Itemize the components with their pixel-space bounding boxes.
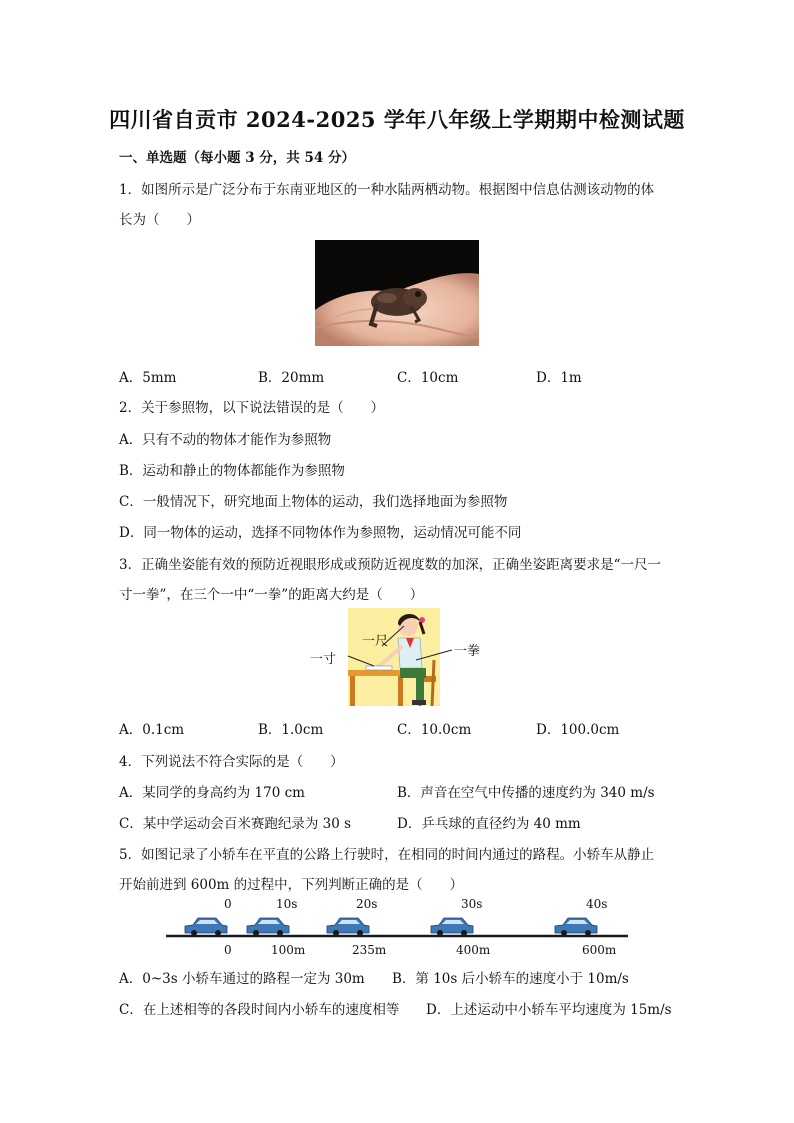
q1-option-d: D．1m <box>536 370 582 386</box>
q1-stem-line2: 长为（ ） <box>119 212 200 228</box>
distance-label-600m: 600m <box>582 943 617 957</box>
car-icon <box>327 918 369 936</box>
time-label-40s: 40s <box>586 897 608 911</box>
frog-photo <box>315 240 479 346</box>
q2-stem: 2．关于参照物，以下说法错误的是（ ） <box>119 400 385 416</box>
q5-option-a: A．0~3s 小轿车通过的路程一定为 30m <box>119 971 365 987</box>
car-motion-figure <box>160 893 640 963</box>
q4-option-d: D．乒乓球的直径约为 40 mm <box>397 816 581 832</box>
posture-figure <box>308 606 494 708</box>
distance-label-0: 0 <box>224 943 232 957</box>
q5-option-c: C．在上述相等的各段时间内小轿车的速度相等 <box>119 1002 400 1018</box>
distance-label-400m: 400m <box>456 943 491 957</box>
q5-option-d: D．上述运动中小轿车平均速度为 15m/s <box>426 1002 672 1018</box>
q3-option-c: C．10.0cm <box>397 722 472 738</box>
q5-option-b: B．第 10s 后小轿车的速度小于 10m/s <box>392 971 629 987</box>
time-label-20s: 20s <box>356 897 378 911</box>
q3-option-d: D．100.0cm <box>536 722 620 738</box>
q4-option-a: A．某同学的身高约为 170 cm <box>119 785 305 801</box>
car-icon <box>185 918 227 936</box>
section-heading: 一、单选题（每小题 3 分，共 54 分） <box>119 150 355 166</box>
q2-option-d: D．同一物体的运动，选择不同物体作为参照物，运动情况可能不同 <box>119 525 522 541</box>
q4-option-c: C．某中学运动会百米赛跑纪录为 30 s <box>119 816 352 832</box>
q1-option-b: B．20mm <box>258 370 325 386</box>
car-icon <box>247 918 289 936</box>
car-icon <box>431 918 473 936</box>
distance-label-100m: 100m <box>271 943 306 957</box>
q2-option-c: C．一般情况下，研究地面上物体的运动，我们选择地面为参照物 <box>119 494 508 510</box>
q5-stem-line2: 开始前进到 600m 的过程中，下列判断正确的是（ ） <box>119 877 464 893</box>
q3-stem-line1: 3．正确坐姿能有效的预防近视眼形成或预防近视度数的加深，正确坐姿距离要求是“一尺一 <box>119 557 661 573</box>
q2-option-a: A．只有不动的物体才能作为参照物 <box>119 432 332 448</box>
q2-option-b: B．运动和静止的物体都能作为参照物 <box>119 463 345 479</box>
q3-stem-line2: 寸一拳”，在三个一中“一拳”的距离大约是（ ） <box>119 587 424 603</box>
page-title: 四川省自贡市 2024-2025 学年八年级上学期期中检测试题 <box>109 107 685 132</box>
time-label-10s: 10s <box>276 897 298 911</box>
label-yi-cun: 一寸 <box>310 652 337 667</box>
q1-option-a: A．5mm <box>119 370 177 386</box>
time-label-0: 0 <box>224 897 232 911</box>
q1-option-c: C．10cm <box>397 370 459 386</box>
label-yi-chi: 一尺 <box>362 634 389 649</box>
distance-label-235m: 235m <box>352 943 387 957</box>
car-icon <box>555 918 597 936</box>
q3-option-a: A．0.1cm <box>119 722 185 738</box>
q4-stem: 4．下列说法不符合实际的是（ ） <box>119 754 344 770</box>
q3-option-b: B．1.0cm <box>258 722 324 738</box>
q4-option-b: B．声音在空气中传播的速度约为 340 m/s <box>397 785 655 801</box>
q5-stem-line1: 5．如图记录了小轿车在平直的公路上行驶时，在相同的时间内通过的路程。小轿车从静止 <box>119 847 655 863</box>
q1-stem-line1: 1．如图所示是广泛分布于东南亚地区的一种水陆两栖动物。根据图中信息估测该动物的体 <box>119 182 655 198</box>
label-yi-quan: 一拳 <box>454 644 481 659</box>
time-label-30s: 30s <box>461 897 483 911</box>
